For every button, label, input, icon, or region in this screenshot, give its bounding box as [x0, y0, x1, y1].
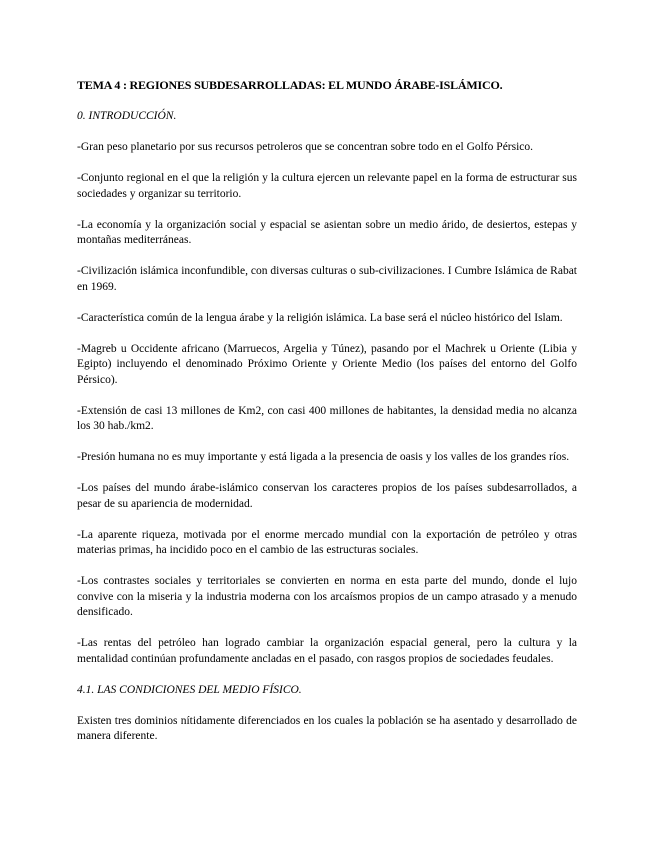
paragraph: -Gran peso planetario por sus recursos petroleros que se concentran sobre todo en el Golfo Pérsico. — [77, 141, 534, 153]
paragraph: -Magreb u Occidente africano (Marruecos, Argelia y Túnez), pasando por el Machrek u Oriente (Libia y Egipto) incluyendo el denominado Próximo Oriente y Oriente Medio (los países del entorno del Golfo Pérsico). — [77, 342, 577, 386]
paragraph: -La aparente riqueza, motivada por el enorme mercado mundial con la exportación de petróleo y otras materias primas, ha incidido poco en el cambio de las estructuras sociales. — [77, 528, 577, 556]
paragraph: -La economía y la organización social y espacial se asientan sobre un medio árido, de desiertos, estepas y montañas mediterráneas. — [77, 218, 577, 246]
paragraph: -Los países del mundo árabe-islámico conservan los caracteres propios de los países subdesarrollados, a pesar de su apariencia de modernidad. — [77, 482, 577, 510]
section-paragraph: Existen tres dominios nítidamente diferenciados en los cuales la población se ha asentado y desarrollado de manera diferente. — [77, 714, 577, 742]
paragraph: -Presión humana no es muy importante y está ligada a la presencia de oasis y los valles de los grandes ríos. — [77, 451, 570, 463]
paragraph: -Extensión de casi 13 millones de Km2, con casi 400 millones de habitantes, la densidad media no alcanza los 30 hab./km2. — [77, 404, 577, 432]
paragraph: -Las rentas del petróleo han logrado cambiar la organización espacial general, pero la cultura y la mentalidad continúan profundamente ancladas en el pasado, con rasgos propios de sociedades feudales. — [77, 637, 577, 665]
section-heading: 4.1. LAS CONDICIONES DEL MEDIO FÍSICO. — [77, 683, 302, 696]
paragraph: -Civilización islámica inconfundible, con diversas culturas o sub-civilizaciones. I Cumbre Islámica de Rabat en 1969. — [77, 265, 577, 293]
paragraph: -Conjunto regional en el que la religión y la cultura ejercen un relevante papel en la forma de estructurar sus sociedades y organizar su territorio. — [77, 172, 577, 200]
paragraph: -Los contrastes sociales y territoriales se convierten en norma en esta parte del mundo, donde el lujo convive con la miseria y la industria moderna con los arcaísmos propios de un campo atrasado y a menudo densificado. — [77, 575, 577, 618]
document-page — [77, 78, 577, 760]
paragraph: -Característica común de la lengua árabe y la religión islámica. La base será el núcleo histórico del Islam. — [77, 311, 563, 324]
document-title: TEMA 4 : REGIONES SUBDESARROLLADAS: EL MUNDO ÁRABE-ISLÁMICO. — [77, 78, 503, 92]
intro-heading: 0. INTRODUCCIÓN. — [77, 110, 177, 122]
